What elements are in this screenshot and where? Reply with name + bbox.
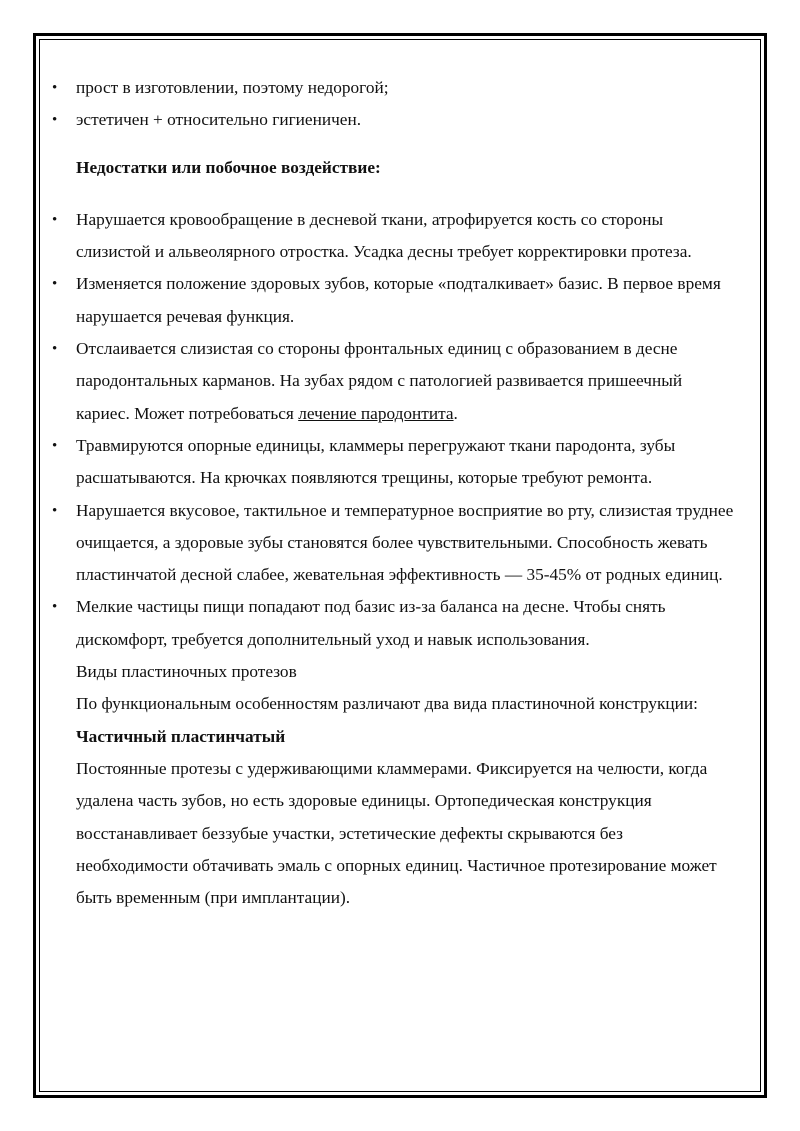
disadvantages-list xyxy=(46,204,736,656)
intro-paragraph: По функциональным особенностям различают два вида пластиночной конструкции: xyxy=(76,694,698,714)
list-item xyxy=(46,430,736,495)
bullet-icon: • xyxy=(52,80,58,96)
bullet-icon: • xyxy=(52,502,58,519)
section-title: Виды пластиночных протезов xyxy=(76,662,297,682)
list-item-text: Изменяется положение здоровых зубов, которые «подталкивает» базис. В первое время нарушается речевая функция. xyxy=(76,274,721,326)
list-item-text: прост в изготовлении, поэтому недорогой; xyxy=(76,78,389,97)
list-item xyxy=(46,333,736,430)
list-item-text: Мелкие частицы пищи попадают под базис из-за баланса на десне. Чтобы снять дискомфорт, требуется дополнительный уход и навык использования. xyxy=(76,597,666,649)
list-item xyxy=(46,204,736,269)
bullet-icon: • xyxy=(52,341,58,358)
subsection-heading: Частичный пластинчатый xyxy=(76,726,286,746)
document-body xyxy=(46,72,736,914)
list-item-text: Нарушается кровообращение в десневой ткани, атрофируется кость со стороны слизистой и альвеолярного отростка. Усадка десны требует корректировки протеза. xyxy=(76,209,692,262)
list-item xyxy=(46,104,736,136)
bullet-icon: • xyxy=(52,211,58,228)
advantages-list xyxy=(46,72,736,137)
bullet-icon: • xyxy=(52,276,58,293)
list-item xyxy=(46,591,736,656)
list-item xyxy=(46,72,736,104)
body-paragraph: Постоянные протезы с удерживающими кламмерами. Фиксируется на челюсти, когда удалена часть зубов, но есть здоровые единицы. Ортопедическая конструкция восстанавливает беззубые участки, эстетические дефекты скрываются без необходимости обтачивать эмаль с опорных единиц. Частичное протезирование может быть временным (при имплантации). xyxy=(76,758,717,908)
bullet-icon: • xyxy=(52,599,58,616)
list-item-text-end: . xyxy=(453,403,458,423)
bullet-icon: • xyxy=(52,112,58,129)
periodontitis-treatment-link[interactable]: лечение пародонтита xyxy=(298,403,454,423)
list-item-text: эстетичен + относительно гигиеничен. xyxy=(76,110,362,130)
disadvantages-heading: Недостатки или побочное воздействие: xyxy=(76,157,381,177)
bullet-icon: • xyxy=(52,437,58,454)
list-item-text: Отслаивается слизистая со стороны фронтальных единиц с образованием в десне пародонтальных карманов. На зубах рядом с патологией развивается пришеечный кариес. Может потребоваться xyxy=(76,339,683,423)
list-item xyxy=(46,268,736,333)
list-item-text: Травмируются опорные единицы, кламмеры перегружают ткани пародонта, зубы расшатываются. На крючках появляются трещины, которые требуют ремонта. xyxy=(76,435,676,488)
list-item-text: Нарушается вкусовое, тактильное и температурное восприятие во рту, слизистая труднее очищается, а здоровые зубы становятся более чувствительными. Способность жевать пластинчатой десной слабее, жевательная эффективность — 35-45% от родных единиц. xyxy=(76,500,734,585)
list-item xyxy=(46,495,736,592)
